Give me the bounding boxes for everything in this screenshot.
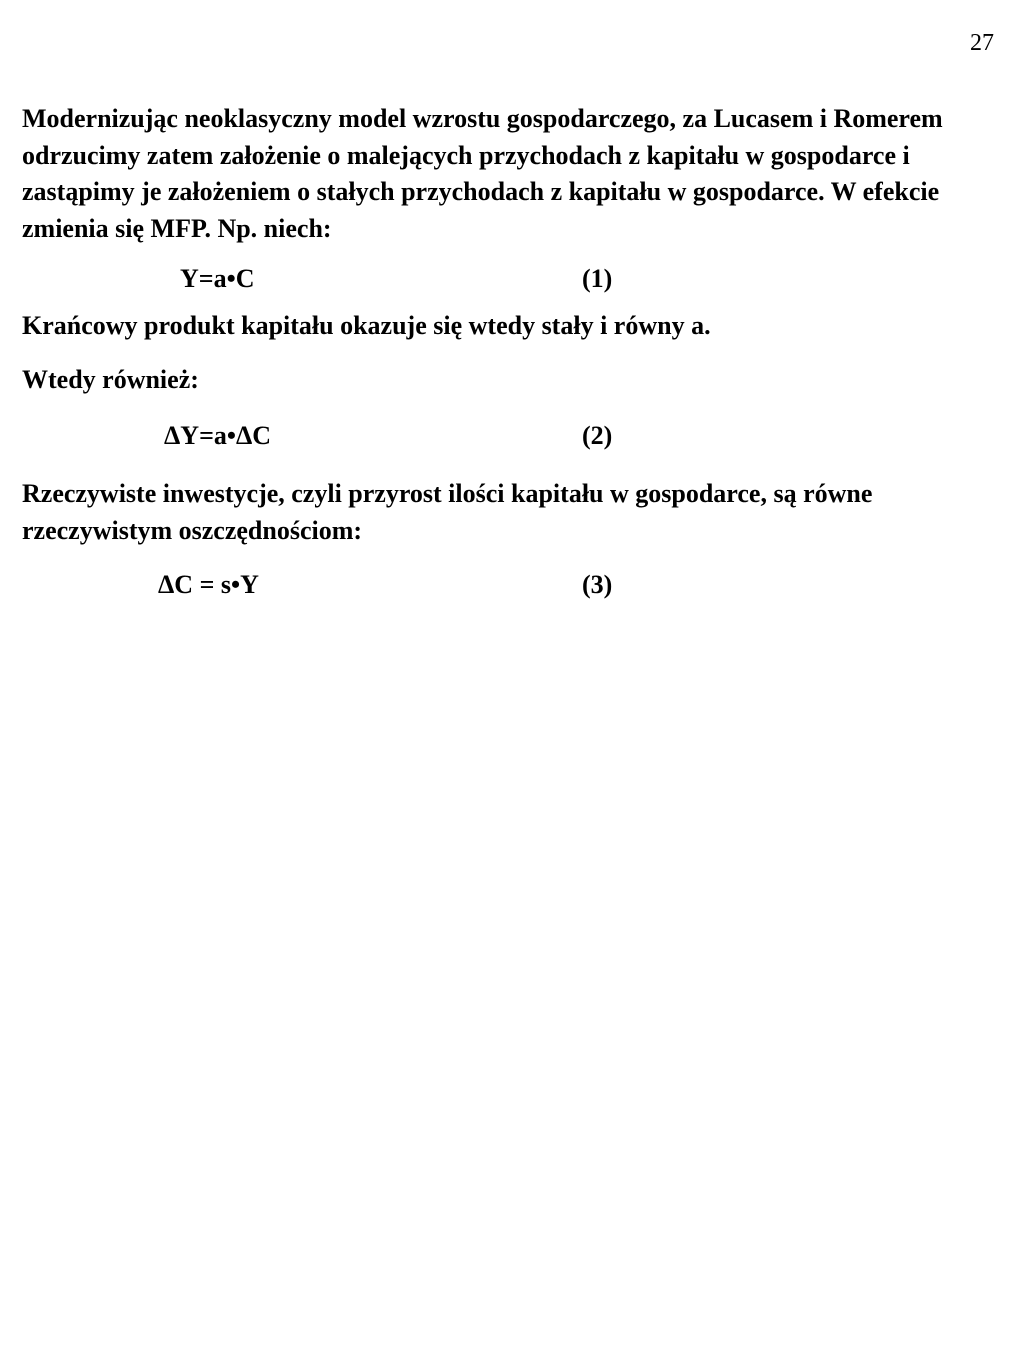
equation-3-number: (3) — [582, 570, 613, 599]
equation-3-formula: ΔC = s•Y — [158, 570, 259, 599]
equation-1-formula: Y=a•C — [180, 264, 255, 293]
equation-1-number: (1) — [582, 264, 613, 293]
equation-1 — [22, 261, 1007, 297]
paragraph-intro: Modernizując neoklasyczny model wzrostu gospodarczego, za Lucasem i Romerem odrzucimy zatem założenie o malejących przychodach z kapitału w gospodarce i zastąpimy je założeniem o stałych przychodach z kapitału w gospodarce. W efekcie zmienia się MFP. Np. niech: — [22, 104, 943, 243]
equation-2-number: (2) — [582, 421, 613, 450]
paragraph-also: Wtedy również: — [22, 364, 199, 394]
paragraph-marginal-product: Krańcowy produkt kapitału okazuje się wtedy stały i równy a. — [22, 311, 711, 340]
equation-3 — [22, 567, 1007, 603]
document-body — [22, 101, 1007, 603]
paragraph-investment: Rzeczywiste inwestycje, czyli przyrost ilości kapitału w gospodarce, są równe rzeczywistym oszczędnościom: — [22, 479, 873, 545]
page-number: 27 — [970, 30, 994, 56]
equation-2-formula: ΔY=a•ΔC — [164, 421, 272, 450]
equation-2 — [22, 418, 1007, 454]
